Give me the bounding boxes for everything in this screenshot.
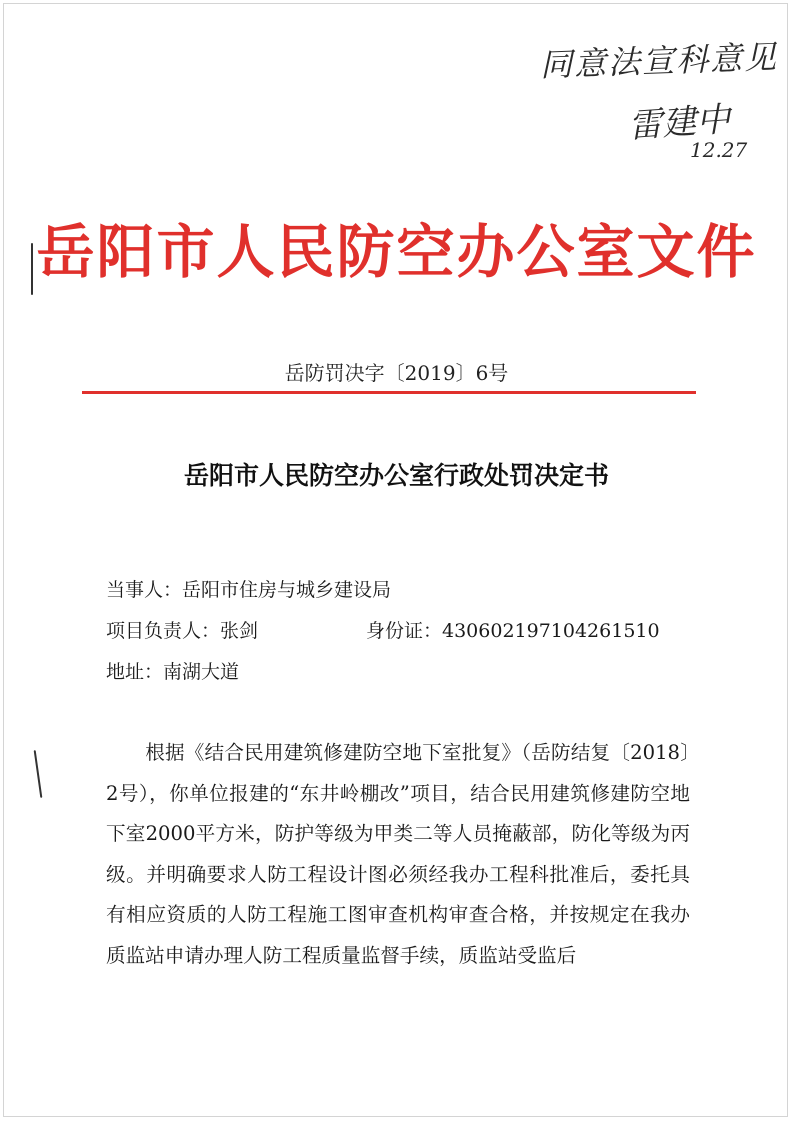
project-leader-line: 项目负责人：张剑 (106, 620, 259, 642)
red-divider-line (82, 391, 696, 394)
decision-title: 岳阳市人民防空办公室行政处罚决定书 (183, 461, 609, 490)
handwritten-signature: 雷建中 (626, 99, 732, 147)
document-header-title: 岳阳市人民防空办公室文件 (36, 218, 757, 286)
document-number: 岳防罚决字〔2019〕6号 (284, 361, 509, 385)
id-number-line: 身份证：430602197104261510 (366, 620, 660, 642)
party-line: 当事人：岳阳市住房与城乡建设局 (106, 579, 392, 601)
body-paragraph: 根据《结合民用建筑修建防空地下室批复》（岳防结复〔2018〕2号），你单位报建的“东井岭棚改”项目，结合民用建筑修建防空地下室2000平方米，防护等级为甲类二等人员掩蔽部，防化等级为丙级。并明确要求人防工程设计图必须经我办工程科批准后，委托具有相应资质的人防工程施工图审查机构审查合格，并按规定在我办质监站申请办理人防工程质量监督手续，质监站受监后 (106, 741, 690, 967)
address-line: 地址：南湖大道 (106, 661, 240, 683)
handwritten-approval-note: 同意法宣科意见 (539, 37, 779, 85)
handwritten-date: 12.27 (690, 138, 748, 162)
